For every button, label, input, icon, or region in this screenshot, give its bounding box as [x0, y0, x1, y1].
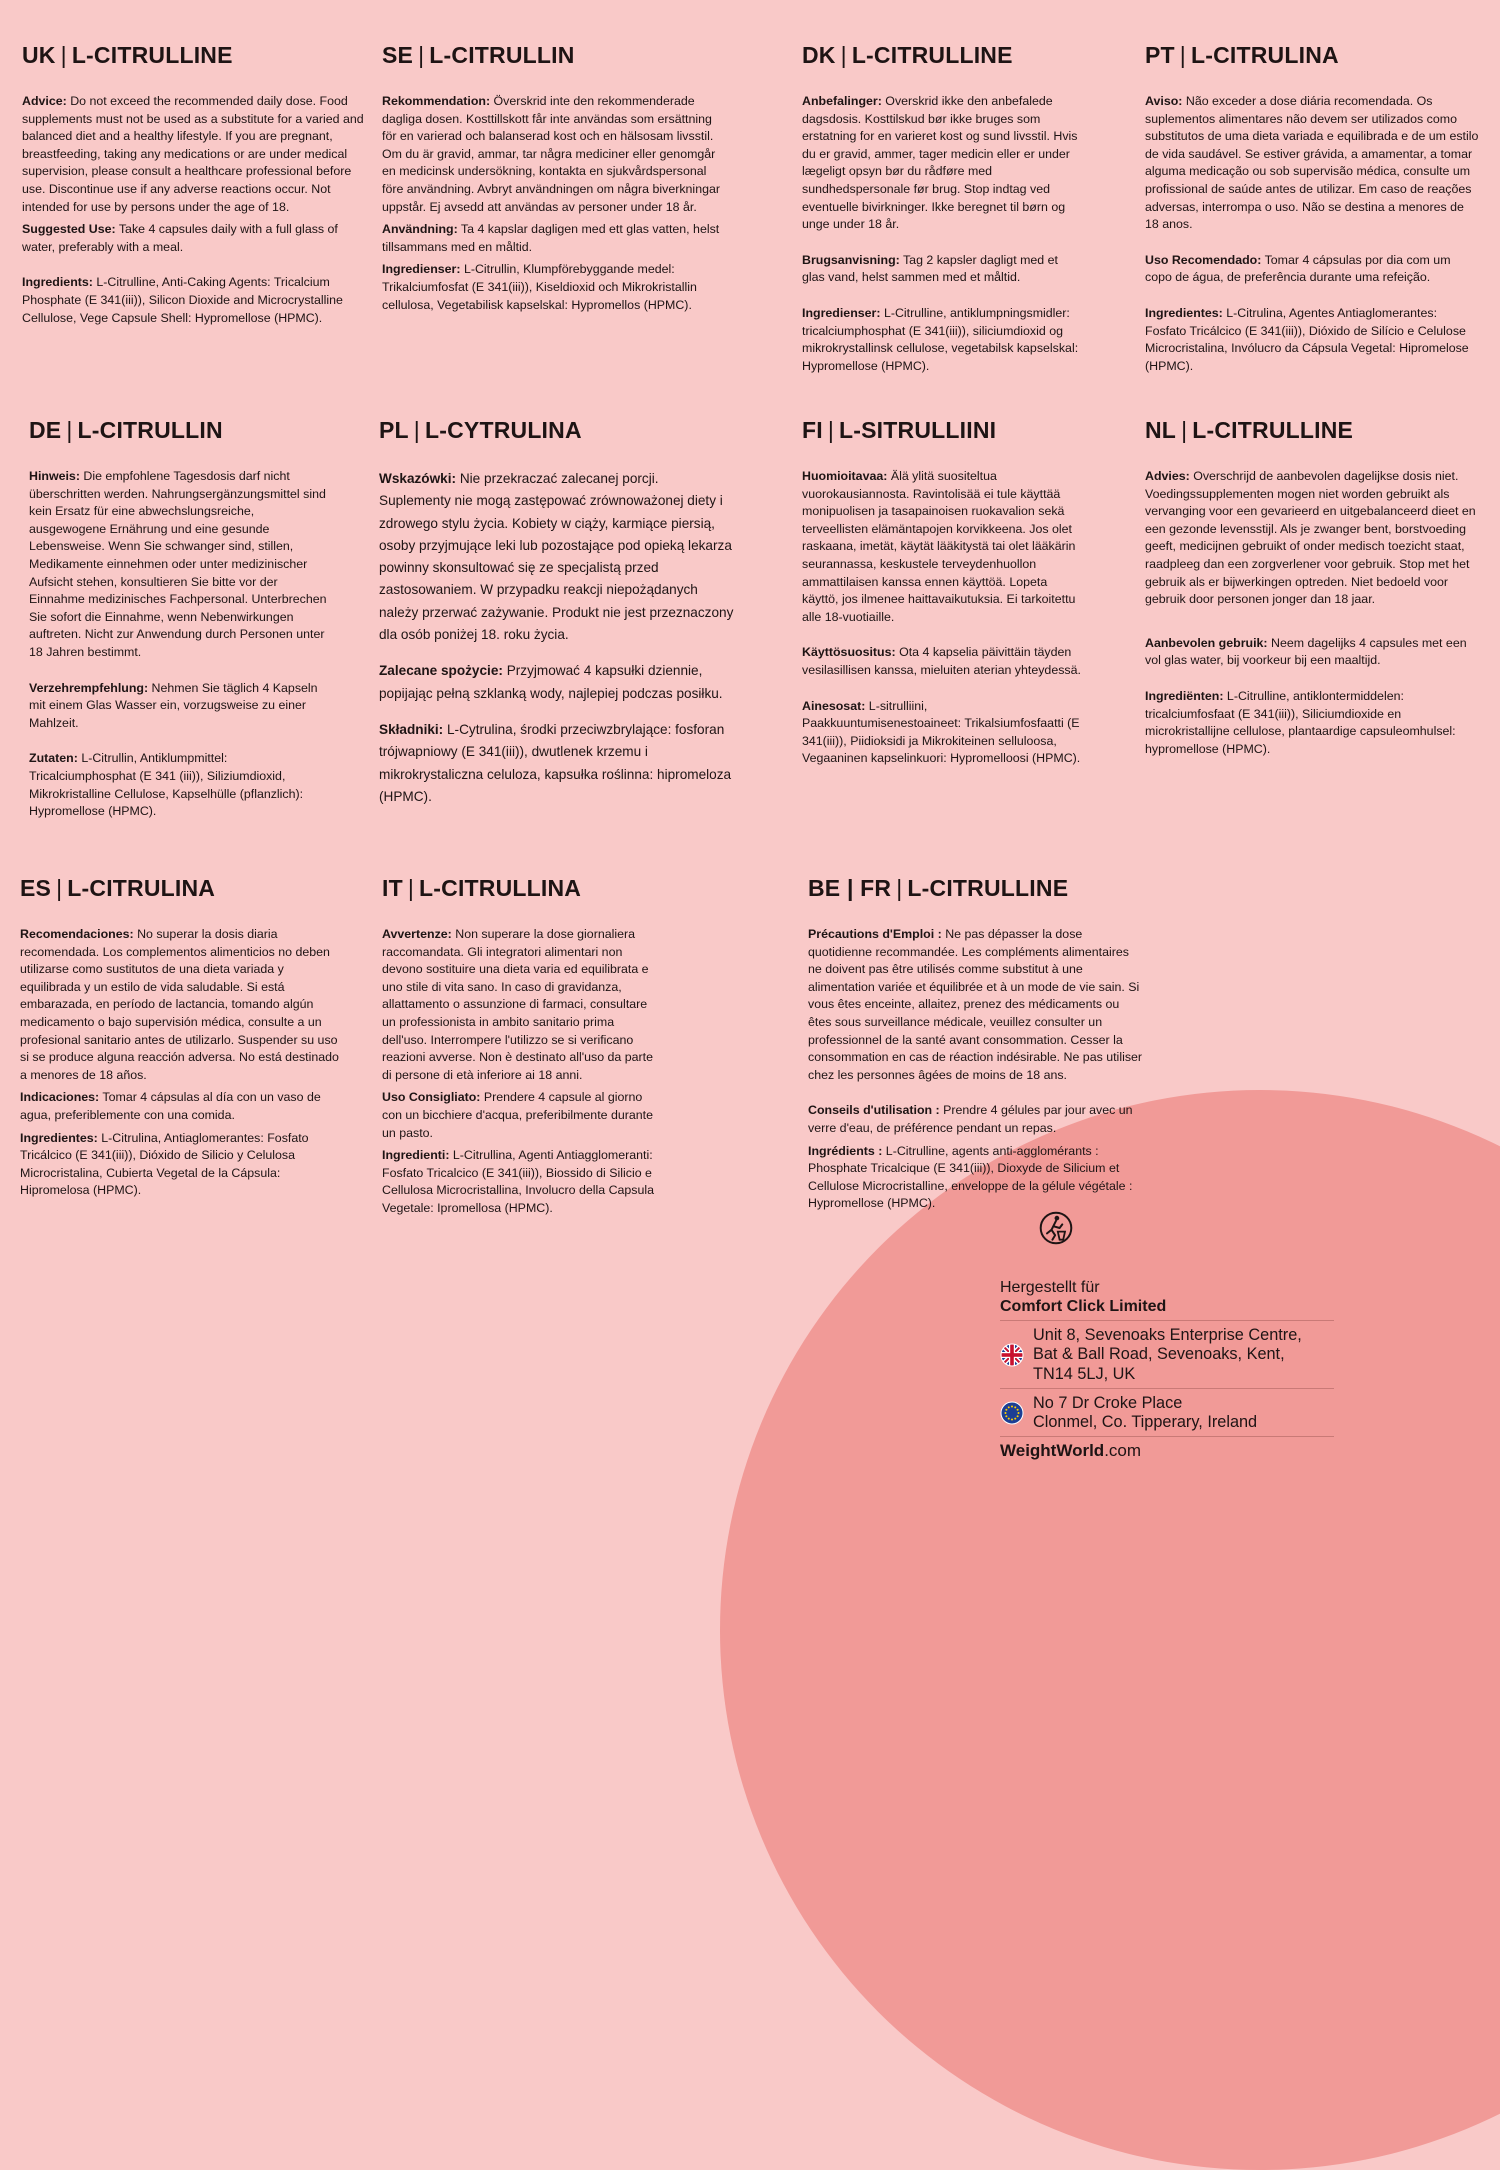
advice-text: Advies: Overschrijd de aanbevolen dagelijkse dosis niet. Voedingssupplementen mogen niet worden gebruikt als vervanging voor een gevarieerd en uitgebalanceerd dieet en een gezonde levensstijl. Als je zwanger bent, borstvoeding geeft, medicijnen gebruikt of onder medisch toezicht staat, raadpleeg dan een zorgverlener voor gebruik. Stop met het gebruik als er bijwerkingen optreden. Niet bedoeld voor gebruik door personen jonger dan 18 jaar.: [1145, 469, 1476, 607]
panel-uk: [22, 42, 367, 332]
uk-address: Unit 8, Sevenoaks Enterprise Centre, Bat & Ball Road, Sevenoaks, Kent, TN14 5LJ, UK: [1033, 1326, 1302, 1383]
advice-text: Aviso: Não exceder a dose diária recomendada. Os suplementos alimentares não devem ser utilizados como substitutos de uma dieta variada e equilibrada e de um estilo de vida saudável. Se estiver grávida, a amamentar, a tomar alguma medicação ou sob supervisão médica, consulte um profissional de saúde antes de utilizar. Em caso de reações adversas, interrompa o uso. Não se destina a menores de 18 anos.: [1145, 94, 1479, 232]
product-name: L-CITRULINA: [67, 875, 216, 901]
panel-de: [29, 417, 329, 826]
panel-nl: [1145, 417, 1480, 763]
panel-pl: [379, 417, 734, 822]
ingredients-text: Ainesosat: L-sitrulliini, Paakkuuntumisenestoaineet: Trikalsiumfosfaatti (E 341(iii)), Piidioksidi ja Mikrokiteinen selluloosa, Vegaaninen kapselinkuori: Hypromelloosi (HPMC).: [802, 698, 1081, 766]
usage-text: Conseils d'utilisation : Prendre 4 gélules par jour avec un verre d'eau, de préférence pendant un repas.: [808, 1103, 1133, 1135]
ingredients-text: Ingredientes: L-Citrulina, Antiaglomerantes: Fosfato Tricálcico (E 341(iii)), Dióxido de Silicio y Celulosa Microcristalina, Cubierta Vegetal de la Cápsula: Hipromelosa (HPMC).: [20, 1130, 309, 1198]
panel-title: FI | L-SITRULLIINI: [802, 417, 997, 443]
company-name: Comfort Click Limited: [1000, 1298, 1167, 1315]
usage-text: Användning: Ta 4 kapslar dagligen med ett glas vatten, helst tillsammans med en måltid.: [382, 222, 720, 254]
tidyman-recycle-icon: [1038, 1210, 1074, 1246]
product-name: L-CYTRULINA: [424, 417, 582, 443]
language-code: UK: [22, 42, 56, 68]
language-code: IT: [382, 875, 403, 901]
panel-title: PT | L-CITRULINA: [1145, 42, 1339, 68]
product-name: L-CITRULLIN: [429, 42, 575, 68]
usage-text: Aanbevolen gebruik: Neem dagelijks 4 capsules met een vol glas water, bij voorkeur bij een maaltijd.: [1145, 635, 1467, 668]
panel-es: [20, 875, 340, 1205]
product-name: L-CITRULLINE: [1192, 417, 1354, 443]
product-name: L-SITRULLIINI: [839, 417, 997, 443]
panel-title: SE | L-CITRULLIN: [382, 42, 575, 68]
advice-text: Avvertenze: Non superare la dose giornaliera raccomandata. Gli integratori alimentari non devono sostituire una dieta varia ed equilibrata e uno stile di vita sano. In caso di gravidanza, allattamento o assunzione di farmaci, consultare un professionista in ambito sanitario prima dell'uso. Interrompere l'utilizzo se si verificano reazioni avverse. Non è destinato all'uso da parte di persone di età inferiore ai 18 anni.: [382, 927, 653, 1082]
usage-text: Uso Recomendado: Tomar 4 cápsulas por dia com um copo de água, de preferência durante uma refeição.: [1145, 252, 1451, 285]
advice-text: Recomendaciones: No superar la dosis diaria recomendada. Los complementos alimenticios no deben utilizarse como sustitutos de una dieta variada y equilibrada y un estilo de vida saludable. Si está embarazada, en período de lactancia, tomando algún medicamento o bajo supervisión médica, consulte a un profesional sanitario antes de utilizarlo. Suspender su uso si se produce alguna reacción adversa. No está destinado a menores de 18 años.: [20, 927, 339, 1082]
uk-flag-icon: [1000, 1343, 1024, 1367]
panel-title: IT | L-CITRULLINA: [382, 875, 582, 901]
panel-pt: [1145, 42, 1480, 380]
usage-text: Uso Consigliato: Prendere 4 capsule al giorno con un bicchiere d'acqua, preferibilmente durante un pasto.: [382, 1090, 653, 1140]
decorative-circle: [720, 1090, 1500, 2170]
advice-text: Précautions d'Emploi : Ne pas dépasser la dose quotidienne recommandée. Les compléments alimentaires ne doivent pas être utilisés comme substitut à une alimentation variée et équilibrée et à un mode de vie sain. Si vous êtes enceinte, allaitez, prenez des médicaments ou êtes sous surveillance médicale, veuillez consulter un professionnel de la santé avant consommation. Cesser la consommation en cas de réaction indésirable. Ne pas utiliser chez les personnes âgées de moins de 18 ans.: [808, 927, 1143, 1082]
eu-flag-icon: [1000, 1401, 1024, 1425]
usage-text: Indicaciones: Tomar 4 cápsulas al día con un vaso de agua, preferiblemente con una comida.: [20, 1090, 321, 1122]
language-code: DE: [29, 417, 62, 443]
panel-be-fr: [808, 875, 1143, 1218]
panel-title: DK | L-CITRULLINE: [802, 42, 1013, 68]
ie-address-row: [1000, 1388, 1334, 1437]
product-name: L-CITRULLINE: [851, 42, 1013, 68]
advice-text: Advice: Do not exceed the recommended daily dose. Food supplements must not be used as a substitute for a varied and balanced diet and a healthy lifestyle. If you are pregnant, breastfeeding, taking any medications or are under medical supervision, please consult a healthcare professional before use. Discontinue use if any adverse reactions occur. Not intended for use by persons under the age of 18.: [22, 94, 364, 214]
ingredients-text: Ingredienti: L-Citrullina, Agenti Antiagglomeranti: Fosfato Tricalcico (E 341(iii)), Biossido di Silicio e Cellulosa Microcristallina, Involucro della Capsula Vegetale: Ipromellosa (HPMC).: [382, 1148, 655, 1215]
ingredients-text: Zutaten: L-Citrullin, Antiklumpmittel: Tricalciumphosphat (E 341 (iii)), Siliziumdioxid, Mikrokristalline Cellulose, Kapselhülle (pflanzlich): Hypromellose (HPMC).: [29, 751, 304, 819]
panel-se: [382, 42, 727, 319]
product-name: L-CITRULINA: [1190, 42, 1339, 68]
advice-text: Hinweis: Die empfohlene Tagesdosis darf nicht überschritten werden. Nahrungsergänzungsmittel sind kein Ersatz für eine abwechslungsreiche, ausgewogene Ernährung und eine gesunde Lebensweise. Wenn Sie schwanger sind, stillen, Medikamente einnehmen oder unter medizinischer Aufsicht stehen, konsultieren Sie bitte vor der Einnahme medizinisches Fachpersonal. Unterbrechen Sie sofort die Einnahme, wenn Nebenwirkungen auftreten. Nicht zur Anwendung durch Personen unter 18 Jahren bestimmt.: [29, 469, 327, 659]
panel-title: NL | L-CITRULLINE: [1145, 417, 1354, 443]
advice-text: Wskazówki: Nie przekraczać zalecanej porcji. Suplementy nie mogą zastępować zrównoważonej diety i zdrowego stylu życia. Kobiety w ciąży, karmiące piersią, osoby przyjmujące leki lub pozostające pod opieką lekarza powinny skonsultować się ze specjalistą przed zastosowaniem. W przypadku reakcji niepożądanych należy przerwać zażywanie. Produkt nie jest przeznaczony dla osób poniżej 18. roku życia.: [379, 471, 734, 643]
panel-it: [382, 875, 662, 1223]
ie-address: No 7 Dr Croke Place Clonmel, Co. Tipperary, Ireland: [1033, 1393, 1258, 1432]
panel-title: UK | L-CITRULLINE: [22, 42, 233, 68]
ingredients-text: Ingredienser: L-Citrullin, Klumpförebyggande medel: Trikalciumfosfat (E 341(iii)), Kiseldioxid och Mikrokristallin cellulosa, Vegetabilisk kapselskal: Hypromellos (HPMC).: [382, 262, 697, 312]
product-name: L-CITRULLINE: [907, 875, 1069, 901]
panel-dk: [802, 42, 1082, 380]
ingredients-text: Ingredients: L-Citrulline, Anti-Caking Agents: Tricalcium Phosphate (E 341(iii)), Silicon Dioxide and Microcrystalline Cellulose, Vege Capsule Shell: Hypromellose (HPMC).: [22, 275, 343, 325]
language-code: DK: [802, 42, 836, 68]
brand-website: WeightWorld.com: [1000, 1436, 1334, 1461]
panel-title: BE | FR | L-CITRULLINE: [808, 875, 1069, 901]
ingredients-text: Ingrédients : L-Citrulline, agents anti-agglomérants : Phosphate Tricalcique (E 341(iii)), Dioxyde de Silicium et Cellulose Microcristalline, enveloppe de la gélule végétale : Hypromellose (HPMC).: [808, 1143, 1133, 1211]
advice-text: Anbefalinger: Overskrid ikke den anbefalede dagsdosis. Kosttilskud bør ikke bruges som erstatning for en varieret kost og sund livsstil. Hvis du er gravid, ammer, tager medicin eller er under lægeligt opsyn bør du rådføre med sundhedspersonale før brug. Stop indtag ved eventuelle bivirkninger. Ikke beregnet til børn og unge under 18 år.: [802, 94, 1078, 232]
language-code: SE: [382, 42, 414, 68]
language-code: BE | FR: [808, 875, 892, 901]
panel-title: PL | L-CYTRULINA: [379, 417, 582, 443]
language-code: ES: [20, 875, 52, 901]
manufacturer-block: [1000, 1278, 1334, 1461]
uk-address-row: [1000, 1320, 1334, 1388]
panel-fi: [802, 417, 1082, 773]
ingredients-text: Ingredientes: L-Citrulina, Agentes Antiaglomerantes: Fosfato Tricálcico (E 341(iii)), Dióxido de Silício e Celulose Microcristalina, Invólucro da Cápsula Vegetal: Hipromelose (HPMC).: [1145, 305, 1469, 373]
language-code: FI: [802, 417, 823, 443]
usage-text: Brugsanvisning: Tag 2 kapsler dagligt med et glas vand, helst sammen med et måltid.: [802, 252, 1058, 285]
usage-text: Verzehrempfehlung: Nehmen Sie täglich 4 Kapseln mit einem Glas Wasser ein, vorzugsweise zu einer Mahlzeit.: [29, 680, 318, 730]
product-name: L-CITRULLINE: [71, 42, 233, 68]
language-code: PL: [379, 417, 409, 443]
ingredients-text: Ingredienser: L-Citrulline, antiklumpningsmidler: tricalciumphosphat (E 341(iii)), siliciumdioxid og mikrokrystallinsk cellulose, vegetabilsk kapselskal: Hypromellose (HPMC).: [802, 305, 1079, 373]
advice-text: Huomioitavaa: Älä ylitä suositeltua vuorokausiannosta. Ravintolisää ei tule käyttää monipuolisen ja tasapainoisen ruokavalion sekä terveellisten elämäntapojen korvikkeena. Jos olet raskaana, imetät, käytät lääkitystä tai olet lääkärin seurannassa, keskustele terveydenhuollon ammattilaisen kanssa ennen käyttöä. Lopeta käyttö, jos ilmenee haittavaikutuksia. Ei tarkoitettu alle 18-vuotiaille.: [802, 469, 1076, 624]
product-name: L-CITRULLIN: [77, 417, 223, 443]
language-code: NL: [1145, 417, 1177, 443]
usage-text: Käyttösuositus: Ota 4 kapselia päivittäin täyden vesilasillisen kanssa, mieluiten aterian yhteydessä.: [802, 645, 1081, 677]
manufactured-for-label: Hergestellt für: [1000, 1279, 1100, 1296]
advice-text: Rekommendation: Överskrid inte den rekommenderade dagliga dosen. Kosttillskott får inte användas som ersättning för en varierad och balanserad kost och en hälsosam livsstil. Om du är gravid, ammar, tar några mediciner eller genomgår en medicinsk undersökning, kontakta en sjukvårdspersonal före användning. Avbryt användningen om några biverkningar uppstår. Ej avsedd att användas av personer under 18 år.: [382, 94, 720, 214]
ingredients-text: Składniki: L-Cytrulina, środki przeciwzbrylające: fosforan trójwapniowy (E 341(iii)), dwutlenek krzemu i mikrokrystaliczna celuloza, kapsułka roślinna: hipromeloza (HPMC).: [379, 721, 732, 804]
ingredients-text: Ingrediënten: L-Citrulline, antiklontermiddelen: tricalciumfosfaat (E 341(iii)), Siliciumdioxide en microkristallijne cellulose, plantaardige capsuleomhulsel: hypromellose (HPMC).: [1145, 688, 1456, 756]
usage-text: Suggested Use: Take 4 capsules daily with a full glass of water, preferably with a meal.: [22, 222, 338, 254]
panel-title: DE | L-CITRULLIN: [29, 417, 223, 443]
panel-title: ES | L-CITRULINA: [20, 875, 216, 901]
product-name: L-CITRULLINA: [419, 875, 582, 901]
language-code: PT: [1145, 42, 1175, 68]
usage-text: Zalecane spożycie: Przyjmować 4 kapsułki dziennie, popijając pełną szklanką wody, najlepiej podczas posiłku.: [379, 663, 723, 701]
